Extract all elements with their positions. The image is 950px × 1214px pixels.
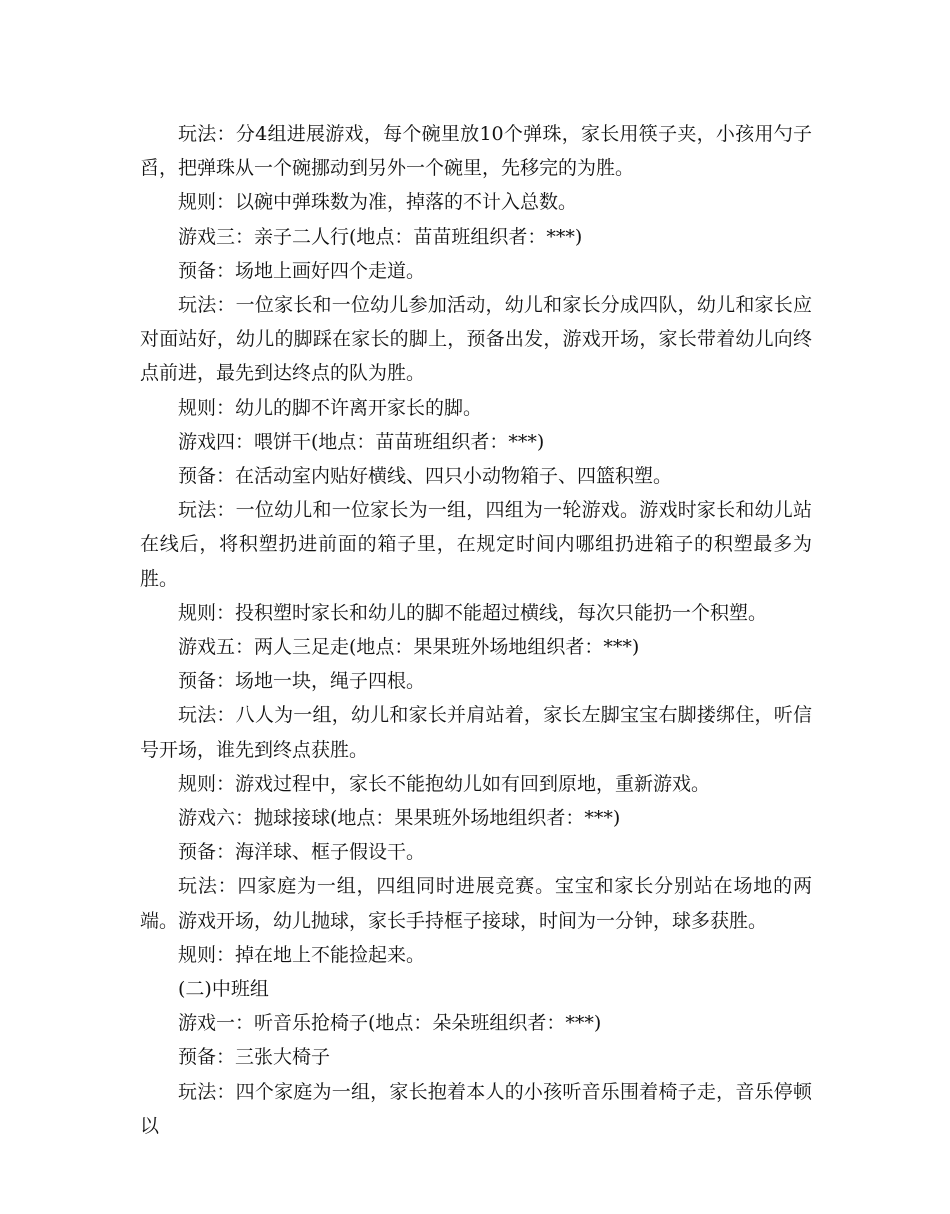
paragraph-game5-title: 游戏五：两人三足走(地点：果果班外场地组织者：***) (178, 636, 640, 659)
paragraph-game6-rules: 规则：掉在地上不能捡起来。 (178, 943, 426, 966)
paragraph-game3-prep: 预备：场地上画好四个走道。 (178, 259, 426, 282)
paragraph-game5-rules: 规则：游戏过程中，家长不能抱幼儿如有回到原地，重新游戏。 (178, 772, 711, 795)
paragraph-game6-prep: 预备：海洋球、框子假设干。 (178, 841, 426, 864)
paragraph-rules-marbles: 规则：以碗中弹珠数为准，掉落的不计入总数。 (178, 191, 578, 214)
paragraph-game6-title: 游戏六：抛球接球(地点：果果班外场地组织者：***) (178, 807, 621, 830)
paragraph-game6-gameplay: 玩法：四家庭为一组，四组同时进展竞赛。宝宝和家长分别站在场地的两端。游戏开场，幼儿抛球，家长手持框子接球，时间为一分钟，球多获胜。 (140, 875, 812, 932)
document-page (140, 117, 812, 1143)
paragraph-gameplay-marbles: 玩法：分4组进展游戏，每个碗里放10个弹珠，家长用筷子夹，小孩用勺子舀，把弹珠从一个碗挪动到另外一个碗里，先移完的为胜。 (140, 123, 812, 180)
section-heading-middle-class: (二)中班组 (178, 978, 269, 1001)
paragraph-game3-rules: 规则：幼儿的脚不许离开家长的脚。 (178, 396, 483, 419)
paragraph-game4-prep: 预备：在活动室内贴好横线、四只小动物箱子、四篮积塑。 (178, 465, 673, 488)
paragraph-game5-gameplay: 玩法：八人为一组，幼儿和家长并肩站着，家长左脚宝宝右脚搂绑住，听信号开场，谁先到终点获胜。 (140, 704, 812, 761)
paragraph-game5-prep: 预备：场地一块，绳子四根。 (178, 670, 426, 693)
paragraph-game3-gameplay: 玩法：一位家长和一位幼儿参加活动，幼儿和家长分成四队，幼儿和家长应对面站好，幼儿的脚踩在家长的脚上，预备出发，游戏开场，家长带着幼儿向终点前进，最先到达终点的队为胜。 (140, 294, 812, 385)
paragraph-game3-title: 游戏三：亲子二人行(地点：苗苗班组织者：***) (178, 225, 583, 248)
paragraph-mid-game1-gameplay: 玩法：四个家庭为一组，家长抱着本人的小孩听音乐围着椅子走，音乐停顿以 (140, 1080, 812, 1137)
paragraph-game4-rules: 规则：投积塑时家长和幼儿的脚不能超过横线，每次只能扔一个积塑。 (178, 601, 768, 624)
paragraph-game4-title: 游戏四：喂饼干(地点：苗苗班组织者：***) (178, 430, 545, 453)
paragraph-mid-game1-title: 游戏一：听音乐抢椅子(地点：朵朵班组织者：***) (178, 1012, 602, 1035)
paragraph-mid-game1-prep: 预备：三张大椅子 (178, 1046, 331, 1069)
paragraph-game4-gameplay: 玩法：一位幼儿和一位家长为一组，四组为一轮游戏。游戏时家长和幼儿站在线后，将积塑扔进前面的箱子里，在规定时间内哪组扔进箱子的积塑最多为胜。 (140, 499, 812, 590)
